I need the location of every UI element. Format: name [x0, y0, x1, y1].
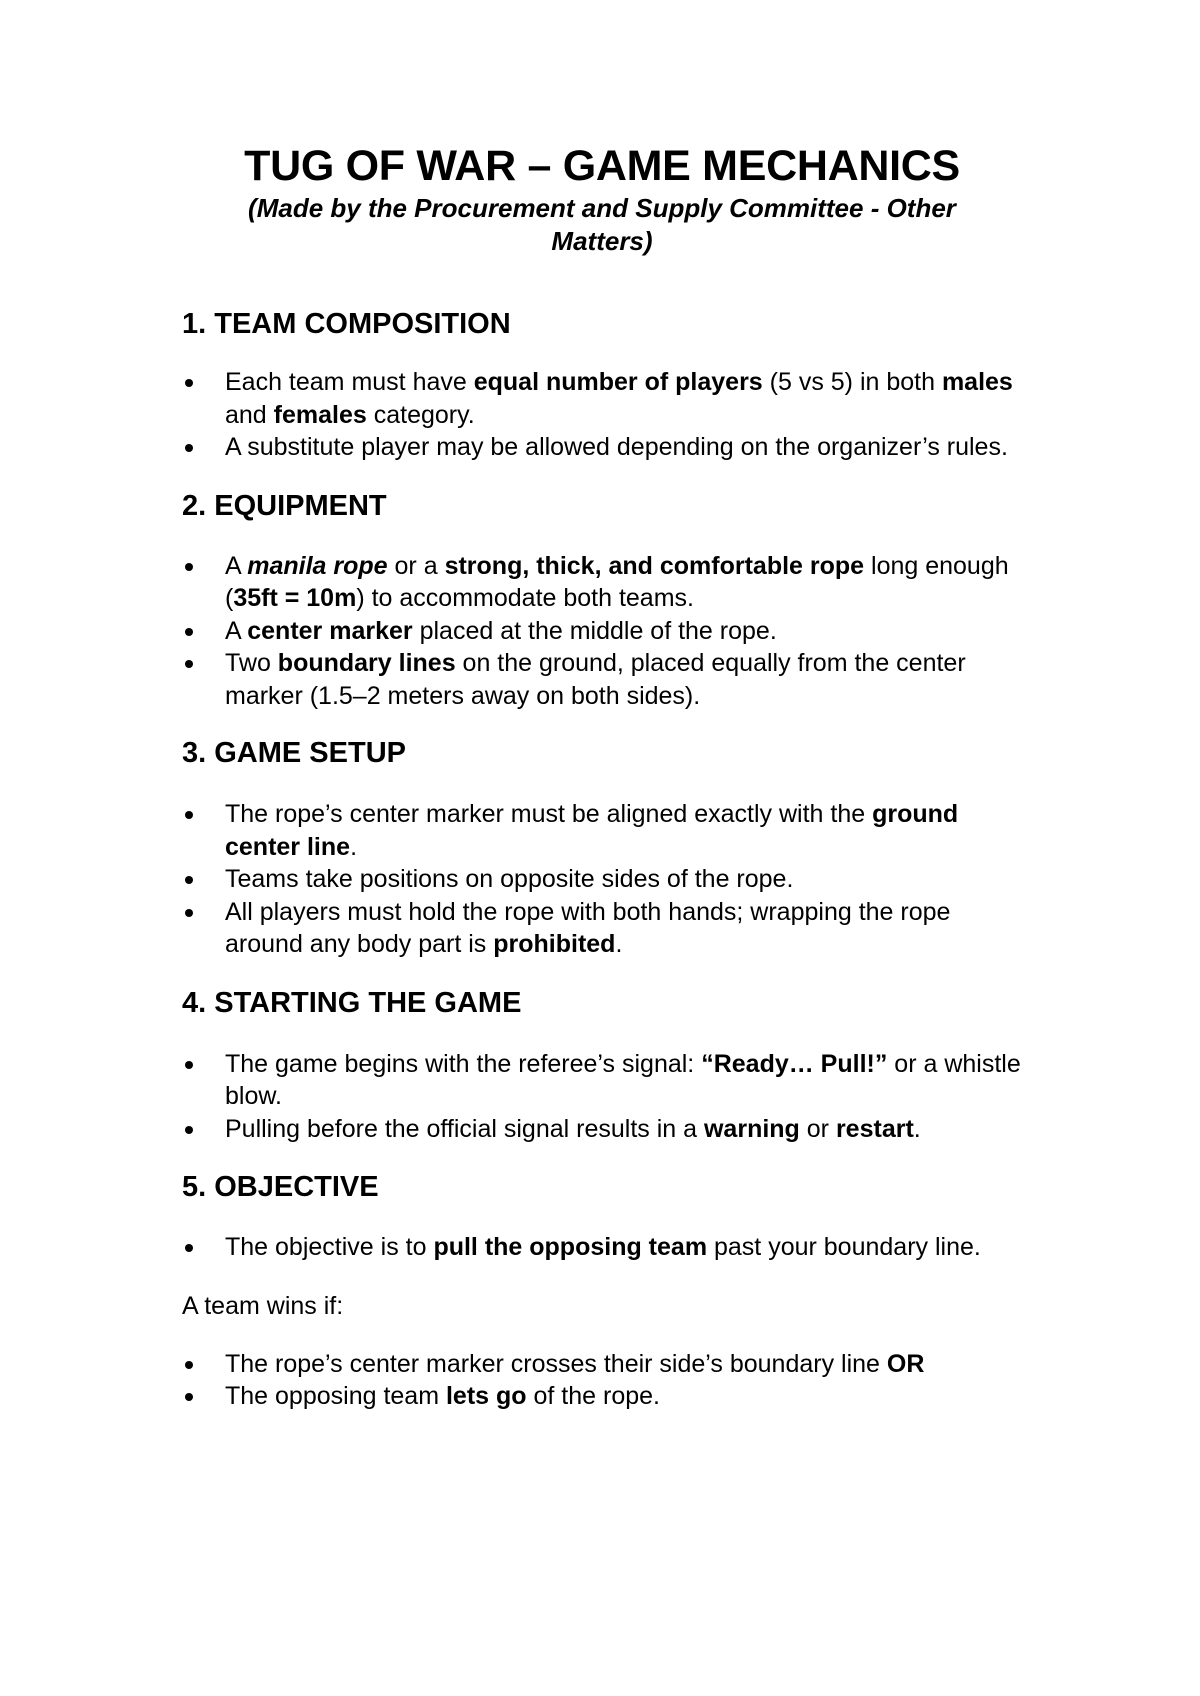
emphasized-text: “Ready… Pull!” [701, 1049, 888, 1078]
section-team-composition [182, 306, 1022, 464]
bullet-text: Each team must have [225, 368, 474, 396]
bullet-text: long enough ( [225, 551, 1009, 612]
bullet-text: A [225, 616, 248, 645]
bullet-dot-icon [185, 563, 193, 571]
section-heading: 2. EQUIPMENT [182, 489, 387, 522]
bullet-text: The opposing team [225, 1382, 446, 1410]
win-conditions-list [182, 1348, 1022, 1413]
emphasized-text: boundary lines [277, 649, 456, 677]
emphasized-text: equal number of players [473, 368, 763, 396]
emphasized-text: restart [835, 1114, 914, 1143]
document-page [182, 140, 1022, 1413]
bullet-dot-icon [185, 1393, 193, 1401]
emphasized-text: strong, thick, and comfortable rope [444, 551, 865, 580]
bullet-item [182, 550, 1022, 615]
bullet-item [182, 615, 1022, 648]
bullet-text: or [799, 1114, 836, 1143]
bullet-list [182, 1048, 1022, 1146]
bullet-dot-icon [185, 628, 193, 636]
bullet-text: A [225, 551, 248, 580]
section-equipment [182, 488, 1022, 713]
bullet-text: category. [366, 400, 475, 429]
bullet-text: . [350, 832, 358, 861]
emphasized-text: pull the opposing team [433, 1233, 708, 1261]
bullet-dot-icon [185, 1061, 193, 1069]
emphasized-text: center marker [247, 616, 413, 645]
section-heading: 4. STARTING THE GAME [182, 986, 522, 1019]
emphasized-text: warning [703, 1114, 800, 1143]
bullet-text: on the ground, placed equally from the center marker (1.5–2 meters away on both sides). [225, 649, 966, 710]
bullet-item [182, 647, 1022, 712]
bullet-dot-icon [185, 444, 193, 452]
bullet-item [182, 1113, 1022, 1146]
bullet-item [182, 366, 1022, 431]
section-starting-the-game [182, 985, 1022, 1146]
bullet-text: The rope’s center marker crosses their side’s boundary line [225, 1349, 887, 1378]
bullet-item [182, 896, 1022, 961]
bullet-list [182, 366, 1022, 464]
bullet-item [182, 863, 1022, 896]
bullet-text: The game begins with the referee’s signal: [225, 1049, 702, 1078]
bullet-text: A substitute player may be allowed depending on the organizer’s rules. [225, 433, 1008, 461]
bullet-text: past your boundary line. [707, 1233, 981, 1261]
section-game-setup [182, 735, 1022, 961]
bullet-dot-icon [185, 909, 193, 917]
emphasized-text: females [273, 400, 367, 429]
bullet-text: or a [387, 551, 445, 580]
bullet-item [182, 1348, 1022, 1381]
section-heading: 3. GAME SETUP [182, 737, 406, 769]
bullet-text: Two [225, 649, 278, 677]
emphasized-text: ground center line [225, 800, 959, 861]
bullet-dot-icon [185, 811, 193, 819]
section-heading: 5. OBJECTIVE [182, 1171, 379, 1203]
bullet-text: and [225, 400, 274, 429]
bullet-text: or a whistle blow. [225, 1049, 1021, 1110]
bullet-text: . [615, 930, 623, 958]
bullet-dot-icon [185, 876, 193, 884]
bullet-item [182, 798, 1022, 863]
emphasized-text: lets go [445, 1382, 527, 1410]
bullet-text: of the rope. [526, 1382, 660, 1410]
emphasized-text: OR [886, 1349, 925, 1378]
bullet-item [182, 1231, 1022, 1264]
bullet-dot-icon [185, 379, 193, 387]
win-conditions-intro: A team wins if: [182, 1291, 344, 1320]
bullet-dot-icon [185, 1244, 193, 1252]
bullet-text: All players must hold the rope with both hands; wrapping the rope around any body part is [225, 897, 951, 958]
emphasized-text: prohibited [493, 930, 616, 958]
bullet-text: The rope’s center marker must be aligned exactly with the [225, 800, 873, 828]
section-objective [182, 1169, 1022, 1413]
bullet-list [182, 798, 1022, 961]
bullet-text: Pulling before the official signal results in a [225, 1114, 704, 1143]
bullet-text: The objective is to [225, 1233, 434, 1261]
document-title: TUG OF WAR – GAME MECHANICS [244, 142, 960, 190]
bullet-dot-icon [185, 660, 193, 668]
bullet-item [182, 1048, 1022, 1113]
bullet-item [182, 1380, 1022, 1413]
bullet-list [182, 550, 1022, 713]
bullet-text: . [913, 1114, 921, 1143]
emphasized-text: males [941, 368, 1013, 396]
emphasized-text: manila rope [247, 551, 388, 580]
bullet-text: ) to accommodate both teams. [356, 584, 694, 612]
section-heading: 1. TEAM COMPOSITION [182, 308, 511, 340]
bullet-dot-icon [185, 1361, 193, 1369]
bullet-text: Teams take positions on opposite sides of the rope. [225, 865, 794, 893]
bullet-text: (5 vs 5) in both [762, 368, 942, 396]
emphasized-text: 35ft = 10m [233, 584, 357, 612]
bullet-list [182, 1231, 1022, 1264]
bullet-text: placed at the middle of the rope. [412, 616, 777, 645]
bullet-item [182, 431, 1022, 464]
bullet-dot-icon [185, 1126, 193, 1134]
document-subtitle: (Made by the Procurement and Supply Committee - Other Matters) [248, 193, 956, 256]
